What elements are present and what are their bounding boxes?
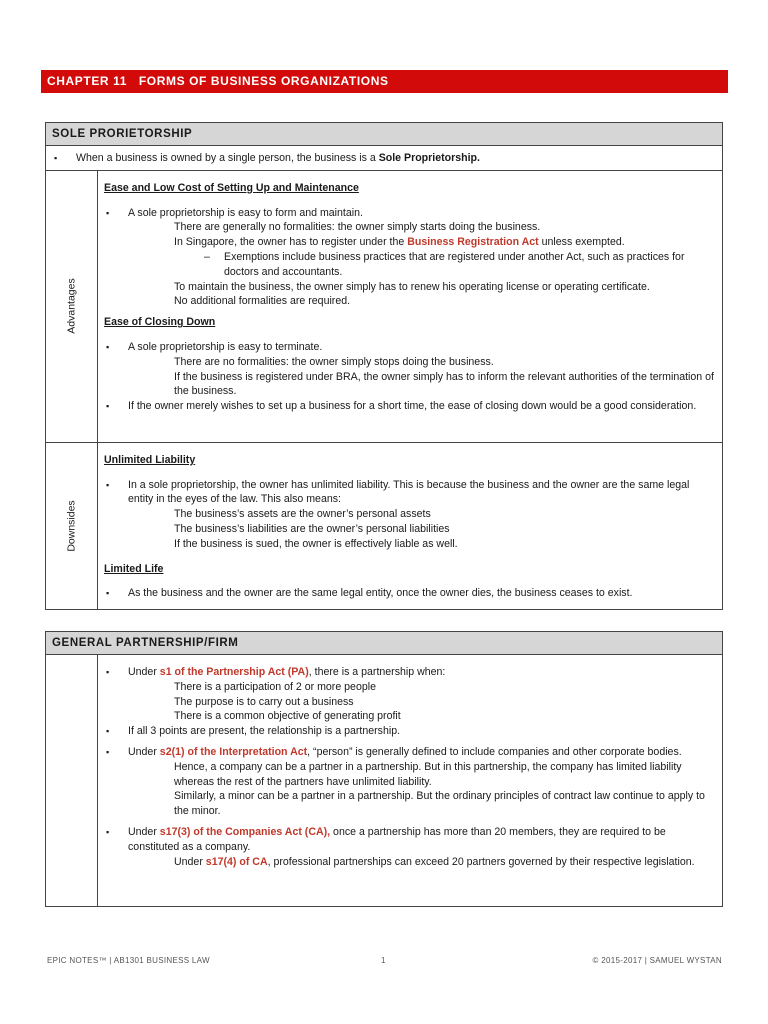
statute-reference: s2(1) of the Interpretation Act [159, 745, 308, 758]
subheading: Ease and Low Cost of Setting Up and Maintenance [104, 181, 359, 194]
downsides-side [46, 442, 98, 609]
dash-point: – Exemptions include business practices that are registered under another Act, such as practices for doctors and accountants. [204, 250, 685, 278]
statute-reference: s17(3) of the Companies Act (CA), [159, 825, 331, 838]
sub-point: If the business is registered under BRA, the owner simply has to inform the relevant authorities of the termination of the business. [174, 370, 714, 398]
sub-point: There are generally no formalities: the owner simply starts doing the business. [174, 221, 541, 234]
statute-reference: s1 of the Partnership Act (PA) [159, 666, 309, 678]
footer-left: EPIC NOTES™ | AB1301 BUSINESS LAW [47, 956, 210, 965]
advantages-content [98, 170, 723, 442]
sub-point: No additional formalities are required. [174, 295, 351, 308]
sub-point: If the business is sued, the owner is effectively liable as well. [174, 537, 458, 550]
partnership-section [45, 631, 723, 907]
sub-point: The purpose is to carry out a business [174, 695, 354, 708]
bullet: ▪ A sole proprietorship is easy to form and maintain. [106, 206, 716, 221]
sole-proprietorship-section [45, 122, 723, 610]
bullet: ▪ Under s1 of the Partnership Act (PA), there is a partnership when: [106, 665, 716, 680]
downsides-label: Downsides [65, 500, 78, 552]
sub-point: There are no formalities: the owner simply stops doing the business. [174, 355, 494, 368]
sub-point: There is a participation of 2 or more people [174, 680, 376, 693]
section-title: GENERAL PARTNERSHIP/FIRM [46, 632, 723, 655]
section-title: SOLE PRORIETORSHIP [46, 123, 723, 146]
intro-bullet: ▪ When a business is owned by a single person, the business is a Sole Proprietorship. [54, 151, 716, 166]
sub-point: In Singapore, the owner has to register under the Business Registration Act unless exempted. [174, 236, 625, 249]
sub-point: The business’s liabilities are the owner’s personal liabilities [174, 522, 450, 535]
sub-point: The business’s assets are the owner’s personal assets [174, 508, 431, 521]
sub-point: Under s17(4) of CA, professional partnerships can exceed 20 partners governed by their respective legislation. [174, 855, 695, 868]
footer-right: © 2015-2017 | SAMUEL WYSTAN [592, 956, 722, 965]
advantages-side [46, 170, 98, 442]
subheading: Limited Life [104, 562, 164, 575]
bullet: ▪ Under s2(1) of the Interpretation Act, “person” is generally defined to include companies and other corporate bodies. [106, 745, 716, 760]
partnership-content [98, 655, 723, 907]
partnership-side [46, 655, 98, 907]
footer-page-number: 1 [381, 956, 386, 965]
bullet: ▪ If the owner merely wishes to set up a business for a short time, the ease of closing down would be a good consideration. [106, 399, 716, 414]
sub-point: Hence, a company can be a partner in a partnership. But in this partnership, the company has limited liability whereas the rest of the partners have unlimited liability. [174, 760, 682, 788]
bullet: ▪ If all 3 points are present, the relationship is a partnership. [106, 724, 716, 739]
chapter-header [41, 70, 728, 93]
subheading: Unlimited Liability [104, 453, 196, 466]
statute-reference: Business Registration Act [407, 236, 539, 249]
chapter-title: FORMS OF BUSINESS ORGANIZATIONS [138, 74, 389, 88]
subheading: Ease of Closing Down [104, 316, 216, 329]
advantages-label: Advantages [65, 278, 78, 335]
bullet: ▪ In a sole proprietorship, the owner has unlimited liability. This is because the business and the owner are the same legal entity in the eyes of the law. This also means: [106, 478, 716, 508]
bullet: ▪ As the business and the owner are the same legal entity, once the owner dies, the business ceases to exist. [106, 586, 716, 601]
downsides-content [98, 442, 723, 609]
bullet: ▪ A sole proprietorship is easy to terminate. [106, 340, 716, 355]
sub-point: There is a common objective of generating profit [174, 710, 401, 723]
sole-intro-row [46, 146, 723, 171]
sub-point: Similarly, a minor can be a partner in a partnership. But the ordinary principles of contract law continue to apply to the minor. [174, 790, 705, 818]
sub-point: To maintain the business, the owner simply has to renew his operating license or operating certificate. [174, 280, 650, 293]
chapter-number: CHAPTER 11 [47, 74, 128, 88]
bullet: ▪ Under s17(3) of the Companies Act (CA), once a partnership has more than 20 members, they are required to be constituted as a company. [106, 825, 716, 855]
statute-reference: s17(4) of CA [205, 855, 268, 868]
